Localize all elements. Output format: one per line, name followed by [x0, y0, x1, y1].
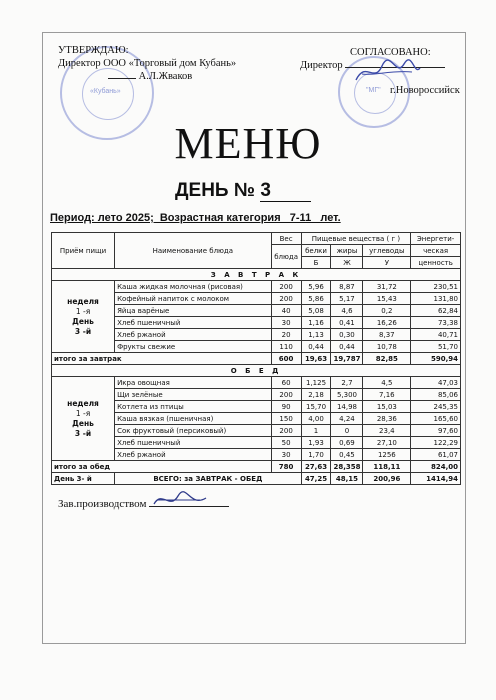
period-line: Период: лето 2025; Возрастная категория 7-11 лет.	[50, 212, 341, 224]
cell-f: 0,30	[331, 329, 363, 341]
cell-p: 1,125	[301, 377, 331, 389]
cell-e: 165,60	[411, 413, 461, 425]
header-row-1	[52, 233, 461, 245]
col-nutrients-header: Пищевые вещества ( г )	[301, 233, 411, 245]
cell-weight: 60	[271, 377, 301, 389]
cell-weight: 200	[271, 425, 301, 437]
director-signature	[352, 54, 422, 90]
col-dish-header: Наименование блюда	[115, 233, 272, 269]
cell-f: 2,7	[331, 377, 363, 389]
cell-p: 1	[301, 425, 331, 437]
col-meal-header: Приём пищи	[52, 233, 115, 269]
company-stamp: «Кубань»	[60, 46, 154, 140]
cell-f: 4,6	[331, 305, 363, 317]
cell-f: 14,98	[331, 401, 363, 413]
lunch-section-row: О Б Е Д	[52, 365, 461, 377]
breakfast-rows	[52, 281, 461, 353]
cell-dish: Каша вязкая (пшеничная)	[115, 413, 272, 425]
grand-total-label: ВСЕГО: за ЗАВТРАК - ОБЕД	[115, 473, 302, 485]
cell-weight: 50	[271, 437, 301, 449]
cell-f: 4,24	[331, 413, 363, 425]
cell-p: 5,08	[301, 305, 331, 317]
cell-weight: 150	[271, 413, 301, 425]
day-heading: ДЕНЬ № 3	[175, 180, 311, 202]
cell-f: 8,87	[331, 281, 363, 293]
school-stamp: "МГ"	[338, 56, 410, 128]
cell-c: 0,2	[363, 305, 411, 317]
cell-c: 4,5	[363, 377, 411, 389]
cell-c: 23,4	[363, 425, 411, 437]
lunch-rows	[52, 377, 461, 461]
cell-weight: 30	[271, 449, 301, 461]
cell-p: 4,00	[301, 413, 331, 425]
cell-c: 10,78	[363, 341, 411, 353]
cell-c: 15,43	[363, 293, 411, 305]
cell-p: 15,70	[301, 401, 331, 413]
cell-dish: Хлеб пшеничный	[115, 437, 272, 449]
cell-e: 85,06	[411, 389, 461, 401]
cell-p: 5,96	[301, 281, 331, 293]
cell-p: 2,18	[301, 389, 331, 401]
day-number: 3	[260, 180, 311, 202]
cell-e: 51,70	[411, 341, 461, 353]
cell-weight: 20	[271, 329, 301, 341]
cell-f: 0	[331, 425, 363, 437]
agree-city: г.Новороссийск	[390, 85, 460, 96]
cell-dish: Сок фруктовый (персиковый)	[115, 425, 272, 437]
cell-weight: 40	[271, 305, 301, 317]
approve-title: УТВЕРЖДАЮ:	[58, 45, 129, 56]
col-weight-header: Вес	[271, 233, 301, 245]
cell-e: 40,71	[411, 329, 461, 341]
agree-director: Директор	[300, 60, 343, 71]
cell-dish: Хлеб ржаной	[115, 329, 272, 341]
cell-c: 31,72	[363, 281, 411, 293]
cell-dish: Икра овощная	[115, 377, 272, 389]
cell-dish: Щи зелёные	[115, 389, 272, 401]
chief-title: Зав.производством	[58, 498, 147, 510]
cell-c: 1256	[363, 449, 411, 461]
cell-weight: 90	[271, 401, 301, 413]
cell-c: 7,16	[363, 389, 411, 401]
table-row	[52, 377, 461, 389]
cell-e: 73,38	[411, 317, 461, 329]
grand-total-row: День 3- й ВСЕГО: за ЗАВТРАК - ОБЕД 47,25 48,15 200,96 1414,94	[52, 473, 461, 485]
cell-e: 97,60	[411, 425, 461, 437]
cell-p: 5,86	[301, 293, 331, 305]
cell-weight: 200	[271, 293, 301, 305]
page-title: МЕНЮ	[174, 119, 322, 168]
cell-e: 131,80	[411, 293, 461, 305]
cell-dish: Фрукты свежие	[115, 341, 272, 353]
cell-p: 1,16	[301, 317, 331, 329]
grand-total-day: День 3- й	[52, 473, 115, 485]
cell-p: 1,93	[301, 437, 331, 449]
cell-dish: Котлета из птицы	[115, 401, 272, 413]
cell-f: 5,17	[331, 293, 363, 305]
cell-f: 0,41	[331, 317, 363, 329]
breakfast-section-row: З А В Т Р А К	[52, 269, 461, 281]
cell-f: 5,300	[331, 389, 363, 401]
cell-e: 47,03	[411, 377, 461, 389]
cell-p: 1,13	[301, 329, 331, 341]
cell-e: 245,35	[411, 401, 461, 413]
cell-dish: Хлеб ржаной	[115, 449, 272, 461]
approve-block	[58, 44, 236, 83]
cell-c: 28,36	[363, 413, 411, 425]
cell-dish: Яйца варёные	[115, 305, 272, 317]
cell-dish: Кофейный напиток с молоком	[115, 293, 272, 305]
cell-f: 0,69	[331, 437, 363, 449]
cell-e: 122,29	[411, 437, 461, 449]
cell-f: 0,45	[331, 449, 363, 461]
table-row	[52, 281, 461, 293]
cell-dish: Хлеб пшеничный	[115, 317, 272, 329]
header-row-3: Б Ж У ценность	[52, 257, 461, 269]
cell-c: 8,37	[363, 329, 411, 341]
cell-p: 0,44	[301, 341, 331, 353]
approve-signer: А.Л.Жваков	[138, 71, 193, 82]
cell-weight: 110	[271, 341, 301, 353]
cell-c: 16,26	[363, 317, 411, 329]
cell-f: 0,44	[331, 341, 363, 353]
agree-title: СОГЛАСОВАНО:	[350, 47, 431, 58]
col-energy-header: Энергети-	[411, 233, 461, 245]
approve-position: Директор ООО «Торговый дом Кубань»	[58, 58, 237, 69]
meal-label: неделя 1 -я День 3 -й	[52, 281, 115, 353]
cell-e: 230,51	[411, 281, 461, 293]
menu-table	[51, 232, 461, 485]
cell-weight: 200	[271, 281, 301, 293]
cell-dish: Каша жидкая молочная (рисовая)	[115, 281, 272, 293]
chief-signature	[150, 486, 210, 514]
lunch-total-row: итого за обед 780 27,63 28,358 118,11 824,00	[52, 461, 461, 473]
cell-weight: 200	[271, 389, 301, 401]
cell-e: 62,84	[411, 305, 461, 317]
header-row-2: блюда белки жиры углеводы ческая	[52, 245, 461, 257]
cell-c: 27,10	[363, 437, 411, 449]
cell-weight: 30	[271, 317, 301, 329]
meal-label: неделя 1 -я День 3 -й	[52, 377, 115, 461]
cell-p: 1,70	[301, 449, 331, 461]
cell-e: 61,07	[411, 449, 461, 461]
cell-c: 15,03	[363, 401, 411, 413]
breakfast-total-row: итого за завтрак 600 19,63 19,787 82,85 590,94	[52, 353, 461, 365]
